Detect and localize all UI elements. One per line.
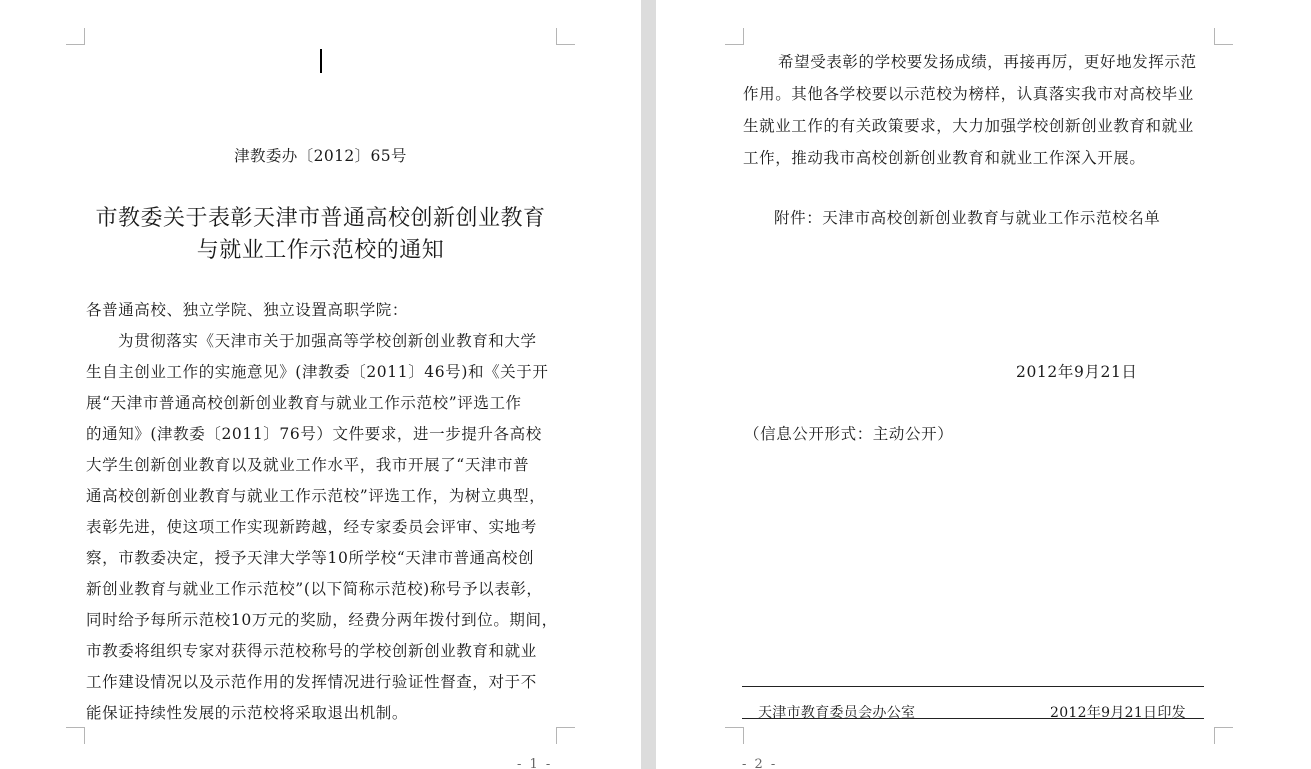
body-line: 工作，推动我市高校创新创业教育和就业工作深入开展。 [743, 149, 1146, 167]
body-line: 察，市教委决定，授予天津大学等10所学校“天津市普通高校创 [86, 549, 535, 567]
document-title-line-2: 与就业工作示范校的通知 [196, 238, 445, 263]
page-number: - 2 - [742, 757, 778, 769]
crop-mark [725, 727, 744, 744]
body-line: 的通知》(津教委〔2011〕76号）文件要求，进一步提升各高校 [86, 425, 542, 443]
body-line: 为贯彻落实《天津市关于加强高等学校创新创业教育和大学 [118, 332, 537, 350]
footer-rule-top [742, 686, 1204, 687]
body-line: 新创业教育与就业工作示范校”(以下简称示范校)称号予以表彰， [86, 580, 543, 598]
footer-print-date: 2012年9月21日印发 [1050, 705, 1186, 721]
page-number: - 1 - [517, 757, 553, 769]
body-line: 展“天津市普通高校创新创业教育与就业工作示范校”评选工作 [86, 394, 522, 412]
crop-mark [725, 28, 744, 45]
text-cursor [320, 49, 322, 73]
body-line: 市教委将组织专家对获得示范校称号的学校创新创业教育和就业 [86, 642, 537, 660]
body-line: 作用。其他各学校要以示范校为榜样，认真落实我市对高校毕业 [743, 85, 1194, 103]
footer-rule-bottom [742, 718, 1204, 719]
document-number: 津教委办〔2012〕65号 [234, 147, 407, 165]
body-line: 生就业工作的有关政策要求，大力加强学校创新创业教育和就业 [743, 117, 1194, 135]
crop-mark [556, 727, 575, 744]
page-gap [641, 0, 656, 769]
document-page-1 [0, 0, 641, 769]
crop-mark [1214, 727, 1233, 744]
disclosure-note: （信息公开形式：主动公开） [744, 425, 954, 443]
crop-mark [1214, 28, 1233, 45]
body-line: 大学生创新创业教育以及就业工作水平，我市开展了“天津市普 [86, 456, 530, 474]
salutation: 各普通高校、独立学院、独立设置高职学院： [86, 301, 409, 319]
crop-mark [66, 727, 85, 744]
document-title-line-1: 市教委关于表彰天津市普通高校创新创业教育 [95, 206, 546, 231]
body-line: 生自主创业工作的实施意见》(津教委〔2011〕46号)和《关于开 [86, 363, 549, 381]
body-line: 能保证持续性发展的示范校将采取退出机制。 [86, 704, 409, 722]
crop-mark [556, 28, 575, 45]
issue-date: 2012年9月21日 [1016, 363, 1138, 381]
footer-office: 天津市教育委员会办公室 [758, 705, 916, 721]
body-line: 通高校创新创业教育与就业工作示范校”评选工作，为树立典型， [86, 487, 546, 505]
body-line: 表彰先进，使这项工作实现新跨越，经专家委员会评审、实地考 [86, 518, 537, 536]
crop-mark [66, 28, 85, 45]
document-page-2 [656, 0, 1311, 769]
attachment-line: 附件：天津市高校创新创业教育与就业工作示范校名单 [774, 209, 1161, 227]
body-line: 希望受表彰的学校要发扬成绩，再接再厉，更好地发挥示范 [778, 53, 1197, 71]
body-line: 同时给予每所示范校10万元的奖励，经费分两年拨付到位。期间， [86, 611, 558, 629]
body-line: 工作建设情况以及示范作用的发挥情况进行验证性督查，对于不 [86, 673, 537, 691]
